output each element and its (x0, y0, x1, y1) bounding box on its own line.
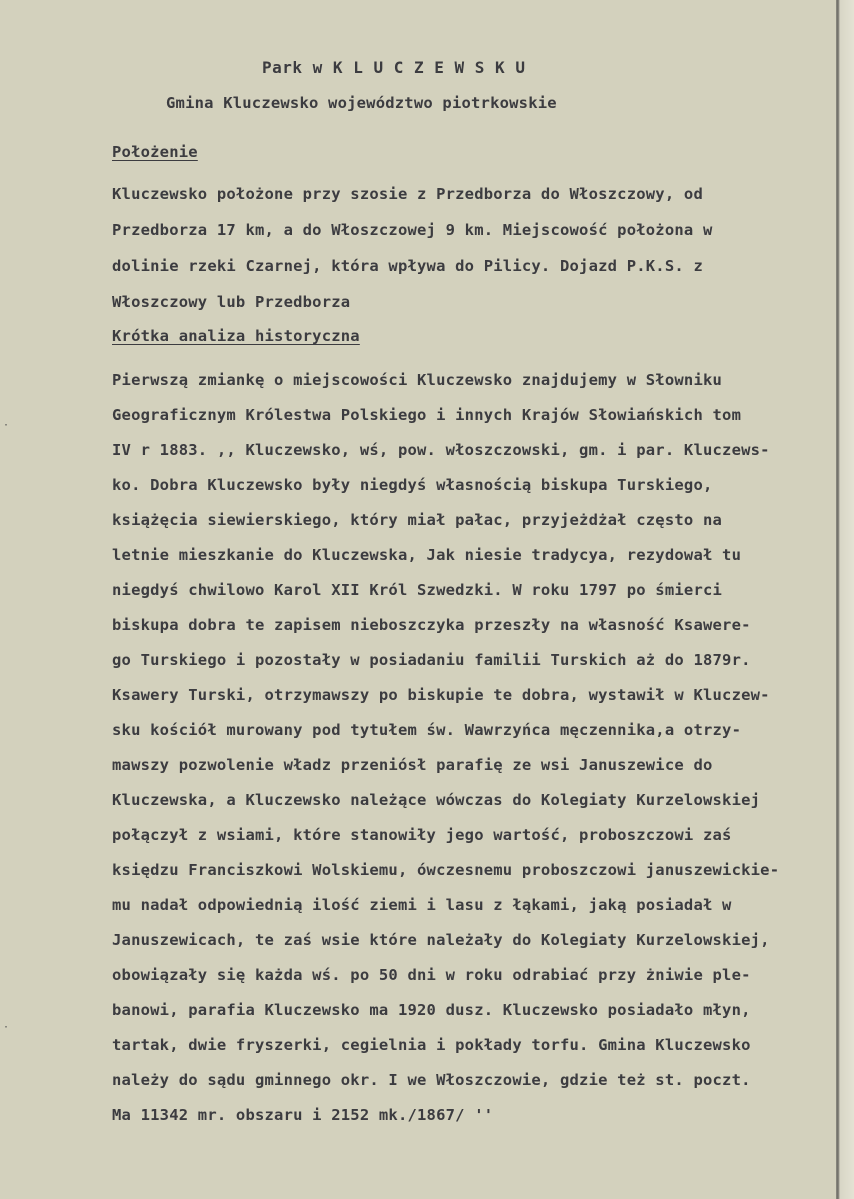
page-edge-shadow (836, 0, 854, 1199)
text-line: Kluczewska, a Kluczewsko należące wówczas do Kolegiaty Kurzelowskiej (112, 791, 761, 809)
scan-margin-mark: · (3, 1022, 10, 1033)
section-heading-history: Krótka analiza historyczna (112, 327, 360, 345)
document-subtitle: Gmina Kluczewsko województwo piotrkowskie (166, 94, 557, 112)
document-title: Park w K L U C Z E W S K U (262, 58, 526, 77)
text-line: banowi, parafia Kluczewsko ma 1920 dusz. Kluczewsko posiadało młyn, (112, 1001, 751, 1019)
text-line: dolinie rzeki Czarnej, która wpływa do Pilicy. Dojazd P.K.S. z (112, 257, 703, 275)
text-line: Pierwszą zmiankę o miejscowości Kluczewsko znajdujemy w Słowniku (112, 371, 723, 389)
text-line: Januszewicach, te zaś wsie które należały do Kolegiaty Kurzelowskiej, (112, 931, 770, 949)
text-line: należy do sądu gminnego okr. I we Włoszczowie, gdzie też st. poczt. (112, 1071, 751, 1089)
section-heading-location: Położenie (112, 143, 198, 161)
text-line: księdzu Franciszkowi Wolskiemu, ówczesnemu proboszczowi januszewickie- (112, 861, 780, 879)
text-line: ko. Dobra Kluczewsko były niegdyś własnością biskupa Turskiego, (112, 476, 713, 494)
text-line: niegdyś chwilowo Karol XII Król Szwedzki. W roku 1797 po śmierci (112, 581, 723, 599)
text-line: Ma 11342 mr. obszaru i 2152 mk./1867/ '' (112, 1106, 494, 1124)
text-line: Przedborza 17 km, a do Włoszczowej 9 km. Miejscowość położona w (112, 221, 713, 239)
text-line: sku kościół murowany pod tytułem św. Wawrzyńca męczennika,a otrzy- (112, 721, 742, 739)
text-line: mawszy pozwolenie władz przeniósł parafię ze wsi Januszewice do (112, 756, 713, 774)
text-line: letnie mieszkanie do Kluczewska, Jak niesie tradycya, rezydował tu (112, 546, 742, 564)
text-line: połączył z wsiami, które stanowiły jego wartość, proboszczowi zaś (112, 826, 732, 844)
text-line: Ksawery Turski, otrzymawszy po biskupie te dobra, wystawił w Kluczew- (112, 686, 770, 704)
text-line: książęcia siewierskiego, który miał pałac, przyjeżdżał często na (112, 511, 723, 529)
text-line: go Turskiego i pozostały w posiadaniu familii Turskich aż do 1879r. (112, 651, 751, 669)
text-line: biskupa dobra te zapisem nieboszczyka przeszły na własność Ksawere- (112, 616, 751, 634)
text-line: Geograficznym Królestwa Polskiego i innych Krajów Słowiańskich tom (112, 406, 742, 424)
text-line: IV r 1883. ,, Kluczewsko, wś, pow. włoszczowski, gm. i par. Kluczews- (112, 441, 770, 459)
text-line: obowiązały się każda wś. po 50 dni w roku odrabiać przy żniwie ple- (112, 966, 751, 984)
text-line: Włoszczowy lub Przedborza (112, 293, 351, 311)
text-line: Kluczewsko położone przy szosie z Przedborza do Włoszczowy, od (112, 185, 703, 203)
text-line: tartak, dwie fryszerki, cegielnia i pokłady torfu. Gmina Kluczewsko (112, 1036, 751, 1054)
scan-margin-mark: · (3, 420, 10, 431)
text-line: mu nadał odpowiednią ilość ziemi i lasu z łąkami, jaką posiadał w (112, 896, 732, 914)
